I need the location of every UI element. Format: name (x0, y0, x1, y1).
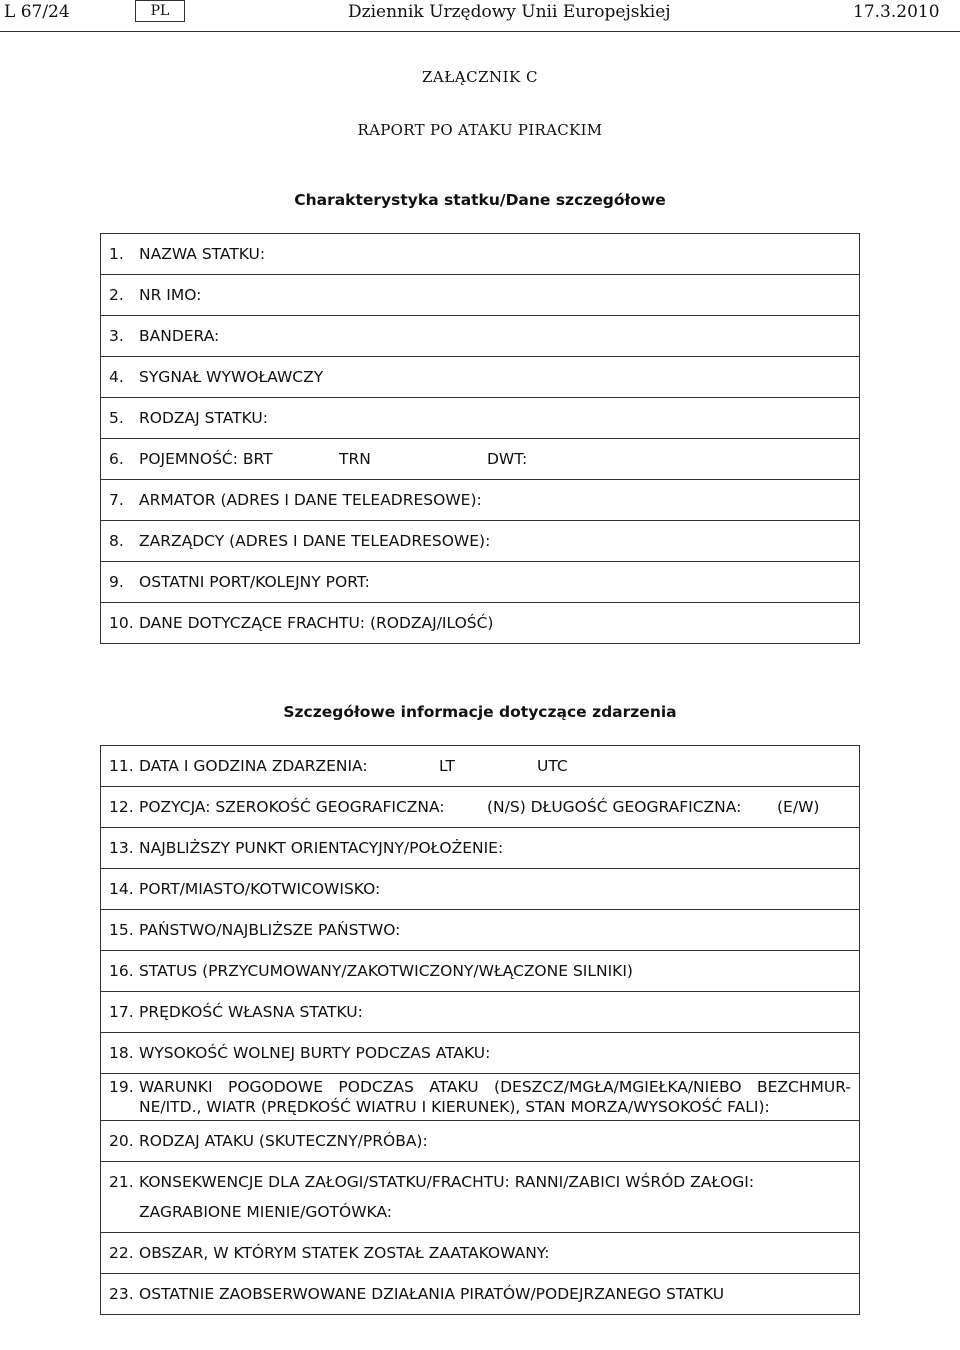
form-field[interactable] (101, 439, 860, 480)
field-number: 14. (109, 880, 134, 898)
form-field[interactable] (101, 562, 860, 603)
form-row (101, 951, 860, 992)
form-row (101, 439, 860, 480)
field-number: 22. (109, 1244, 134, 1262)
field-number: 13. (109, 839, 134, 857)
form-row (101, 1162, 860, 1233)
form-row (101, 562, 860, 603)
field-word: ATAKU (429, 1078, 479, 1096)
section-heading-ship: Charakterystyka statku/Dane szczegółowe (294, 191, 666, 209)
form-field[interactable] (101, 910, 860, 951)
form-field[interactable] (101, 787, 860, 828)
field-number: 5. (109, 409, 124, 427)
form-row (101, 828, 860, 869)
field-label: NAJBLIŻSZY PUNKT ORIENTACYJNY/POŁOŻENIE: (139, 839, 504, 857)
document-title: RAPORT PO ATAKU PIRACKIM (357, 121, 603, 139)
form-row (101, 1033, 860, 1074)
incident-details-table (100, 745, 860, 1315)
field-label-line2: ZAGRABIONE MIENIE/GOTÓWKA: (139, 1203, 392, 1221)
field-number: 18. (109, 1044, 134, 1062)
field-number: 9. (109, 573, 124, 591)
field-label-dwt: DWT: (487, 450, 528, 468)
page-header (0, 0, 960, 34)
field-number: 15. (109, 921, 134, 939)
field-number: 20. (109, 1132, 134, 1150)
field-label: RODZAJ STATKU: (139, 409, 268, 427)
field-number: 11. (109, 757, 134, 775)
form-row (101, 1074, 860, 1121)
field-label: RODZAJ ATAKU (SKUTECZNY/PRÓBA): (139, 1132, 428, 1150)
form-field[interactable] (101, 398, 860, 439)
ship-details-table (100, 233, 860, 644)
field-number: 12. (109, 798, 134, 816)
field-label: KONSEKWENCJE DLA ZAŁOGI/STATKU/FRACHTU: RANNI/ZABICI WŚRÓD ZAŁOGI: (139, 1173, 755, 1191)
publication-date: 17.3.2010 (853, 2, 940, 22)
field-number: 2. (109, 286, 124, 304)
field-label: SYGNAŁ WYWOŁAWCZY (139, 368, 324, 386)
field-label: OSTATNI PORT/KOLEJNY PORT: (139, 573, 370, 591)
form-field[interactable] (101, 316, 860, 357)
form-field[interactable] (101, 828, 860, 869)
field-label: ZARZĄDCY (ADRES I DANE TELEADRESOWE): (139, 532, 491, 550)
language-badge: PL (135, 0, 185, 22)
form-row (101, 316, 860, 357)
field-number: 6. (109, 450, 124, 468)
form-row (101, 746, 860, 787)
form-row (101, 1274, 860, 1315)
field-label: NR IMO: (139, 286, 202, 304)
field-label: PRĘDKOŚĆ WŁASNA STATKU: (139, 1003, 363, 1021)
field-label: DATA I GODZINA ZDARZENIA: (139, 757, 368, 775)
page-reference: L 67/24 (4, 2, 70, 22)
field-number: 7. (109, 491, 124, 509)
form-field[interactable] (101, 1233, 860, 1274)
form-row (101, 480, 860, 521)
form-row (101, 275, 860, 316)
form-field[interactable] (101, 1162, 860, 1233)
field-number: 3. (109, 327, 124, 345)
field-label: ARMATOR (ADRES I DANE TELEADRESOWE): (139, 491, 482, 509)
form-row (101, 1233, 860, 1274)
field-word: WARUNKI (139, 1078, 213, 1096)
field-label-lt: LT (439, 757, 455, 775)
form-row (101, 603, 860, 644)
field-number: 16. (109, 962, 134, 980)
field-number: 1. (109, 245, 124, 263)
field-word: POGODOWE (227, 1078, 323, 1096)
form-row (101, 521, 860, 562)
field-label: POJEMNOŚĆ: BRT (139, 450, 273, 468)
form-field[interactable] (101, 275, 860, 316)
field-label-line1 (139, 1077, 859, 1097)
form-row (101, 357, 860, 398)
field-label-ew: (E/W) (777, 798, 820, 816)
form-row (101, 398, 860, 439)
form-field[interactable] (101, 234, 860, 275)
header-divider (0, 31, 960, 32)
field-label: WYSOKOŚĆ WOLNEJ BURTY PODCZAS ATAKU: (139, 1044, 491, 1062)
field-label: POZYCJA: SZEROKOŚĆ GEOGRAFICZNA: (139, 798, 445, 816)
form-field[interactable] (101, 603, 860, 644)
field-number: 10. (109, 614, 134, 632)
field-label-line2: NE/ITD., WIATR (PRĘDKOŚĆ WIATRU I KIERUNEK), STAN MORZA/WYSOKOŚĆ FALI): (139, 1098, 770, 1116)
form-row (101, 234, 860, 275)
field-label: NAZWA STATKU: (139, 245, 266, 263)
field-number: 21. (109, 1173, 134, 1191)
field-label: BANDERA: (139, 327, 220, 345)
form-field[interactable] (101, 1033, 860, 1074)
field-number: 17. (109, 1003, 134, 1021)
form-field[interactable] (101, 1121, 860, 1162)
journal-name: Dziennik Urzędowy Unii Europejskiej (348, 2, 671, 22)
field-label: DANE DOTYCZĄCE FRACHTU: (RODZAJ/ILOŚĆ) (139, 614, 494, 632)
field-word: BEZCHMUR- (757, 1078, 851, 1096)
field-number: 8. (109, 532, 124, 550)
form-field[interactable] (101, 992, 860, 1033)
form-field[interactable] (101, 357, 860, 398)
form-field[interactable] (101, 521, 860, 562)
field-label: PORT/MIASTO/KOTWICOWISKO: (139, 880, 381, 898)
form-row (101, 992, 860, 1033)
field-label-trn: TRN (339, 450, 371, 468)
form-field[interactable] (101, 1074, 860, 1121)
form-field[interactable] (101, 951, 860, 992)
annex-label: ZAŁĄCZNIK C (421, 68, 539, 86)
field-number: 19. (109, 1078, 134, 1096)
form-field[interactable] (101, 869, 860, 910)
field-label: OBSZAR, W KTÓRYM STATEK ZOSTAŁ ZAATAKOWANY: (139, 1244, 550, 1262)
field-word: (DESZCZ/MGŁA/MGIEŁKA/NIEBO (494, 1078, 742, 1096)
field-label-longitude: (N/S) DŁUGOŚĆ GEOGRAFICZNA: (487, 798, 742, 816)
field-label: STATUS (PRZYCUMOWANY/ZAKOTWICZONY/WŁĄCZONE SILNIKI) (139, 962, 633, 980)
field-label-utc: UTC (537, 757, 568, 775)
form-field[interactable] (101, 1274, 860, 1315)
field-label: PAŃSTWO/NAJBLIŻSZE PAŃSTWO: (139, 921, 401, 939)
field-number: 4. (109, 368, 124, 386)
field-word: PODCZAS (338, 1078, 414, 1096)
field-number: 23. (109, 1285, 134, 1303)
form-row (101, 787, 860, 828)
form-row (101, 1121, 860, 1162)
section-heading-incident: Szczegółowe informacje dotyczące zdarzenia (283, 703, 677, 721)
form-field[interactable] (101, 746, 860, 787)
form-row (101, 910, 860, 951)
form-field[interactable] (101, 480, 860, 521)
form-row (101, 869, 860, 910)
field-label: OSTATNIE ZAOBSERWOWANE DZIAŁANIA PIRATÓW/PODEJRZANEGO STATKU (139, 1285, 725, 1303)
